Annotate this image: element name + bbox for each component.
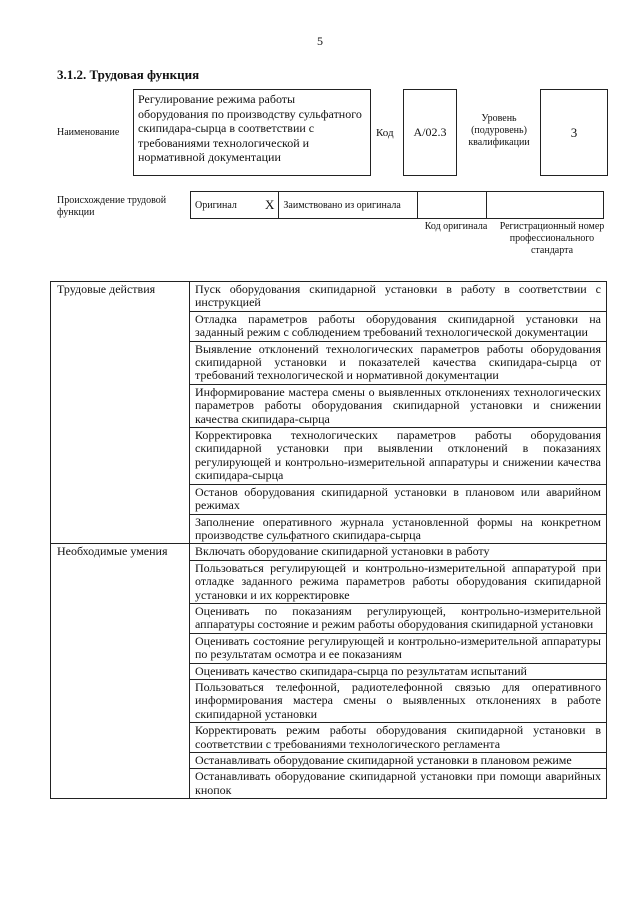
function-code-box: А/02.3 [403,89,457,176]
labor-action-item: Отладка параметров работы оборудования скипидарной установки на заданный режим с соблюдением требований технологической документации [190,311,607,341]
origin-label: Происхождение трудовой функции [57,195,167,218]
page-number: 5 [317,34,323,48]
origin-table [190,191,604,219]
labor-action-item: Выявление отклонений технологических параметров работы оборудования скипидарной установки и показателей качества скипидара-сырца от требований технологической и нормативной документации [190,341,607,384]
table-row [51,282,607,312]
qualification-level-label: Уровень (подуровень) квалификации [468,113,530,148]
table-row [51,544,607,560]
required-skills-heading: Необходимые умения [51,544,190,799]
original-code-cell [418,192,487,219]
skill-item: Оценивать состояние регулирующей и контрольно-измерительной аппаратуры по результатам осмотра и ее показаниям [190,633,607,663]
labor-function-table [50,281,607,799]
registration-number-cell [487,192,604,219]
code-label: Код [376,127,394,139]
function-name-box: Регулирование режима работы оборудования по производству сульфатного скипидара-сырца в соответствии с требованиями технологической и нормативной документации [133,89,371,176]
borrowed-label: Заимствовано из оригинала [279,192,418,219]
original-mark: X [261,192,279,219]
original-label: Оригинал [191,192,262,219]
labor-actions-heading: Трудовые действия [51,282,190,544]
name-label: Наименование [57,127,120,138]
skill-item: Включать оборудование скипидарной установки в работу [190,544,607,560]
section-title: 3.1.2. Трудовая функция [57,67,200,82]
labor-action-item: Останов оборудования скипидарной установки в плановом или аварийном режимах [190,484,607,514]
labor-action-item: Информирование мастера смены о выявленных отклонениях технологических параметров работы оборудования скипидарной установки и снижении качества скипидара-сырца [190,384,607,427]
original-code-label: Код оригинала [424,221,488,232]
skill-item: Пользоваться телефонной, радиотелефонной связью для оперативного информирования мастера смены о выявленных отклонениях в работе скипидарной установки [190,679,607,722]
skill-item: Останавливать оборудование скипидарной установки при помощи аварийных кнопок [190,769,607,799]
skill-item: Пользоваться регулирующей и контрольно-измерительной аппаратурой при отладке заданного режима параметров работы оборудования скипидарной установки и их корректировке [190,560,607,603]
registration-number-label: Регистрационный номер профессионального стандарта [499,221,605,256]
skill-item: Оценивать качество скипидара-сырца по результатам испытаний [190,663,607,679]
labor-action-item: Пуск оборудования скипидарной установки в работу в соответствии с инструкцией [190,282,607,312]
skill-item: Корректировать режим работы оборудования скипидарной установки в соответствии с требованиями технологического регламента [190,723,607,753]
skill-item: Оценивать по показаниям регулирующей, контрольно-измерительной аппаратуры состояние и режим работы оборудования скипидарной установки [190,603,607,633]
qualification-level-box: 3 [540,89,608,176]
labor-action-item: Заполнение оперативного журнала установленной формы на конкретном производстве сульфатного скипидара-сырца [190,514,607,544]
skill-item: Останавливать оборудование скипидарной установки в плановом режиме [190,753,607,769]
labor-action-item: Корректировка технологических параметров работы оборудования скипидарной установки при выявлении отклонений в показаниях регулирующей и контрольно-измерительной аппаратуры и снижении качества скипидара-сырца [190,428,607,485]
